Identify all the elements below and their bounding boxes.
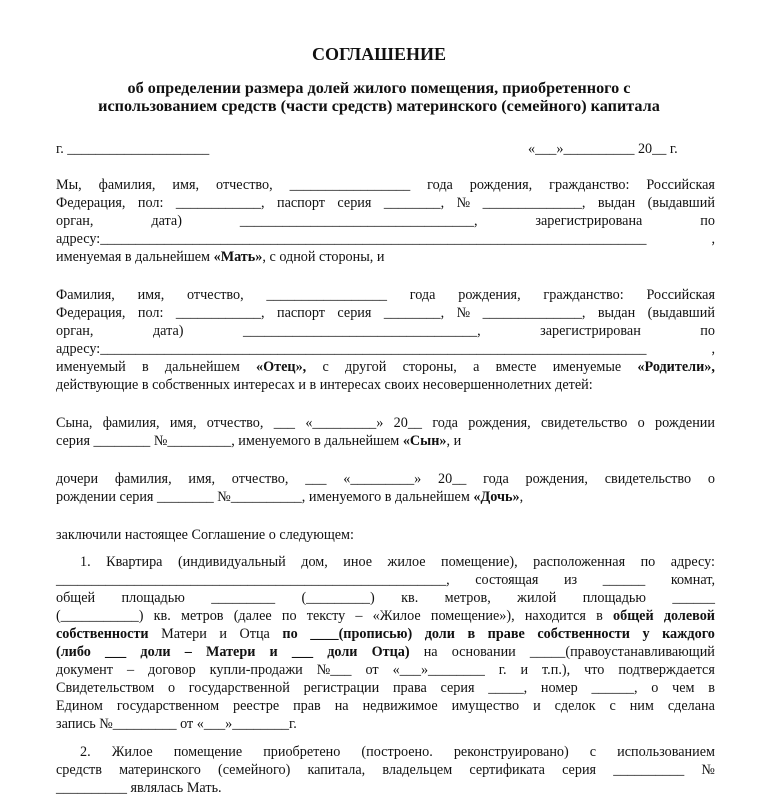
word: с: [322, 359, 329, 375]
word: материнского: [119, 762, 201, 778]
word: комнат,: [670, 572, 715, 588]
word: площадью: [121, 590, 185, 606]
word: реестре: [233, 698, 280, 714]
word: (выдавший: [647, 195, 715, 211]
word: регистрации: [303, 680, 380, 696]
word: Фамилия,: [56, 287, 115, 303]
word: сертификата: [469, 762, 545, 778]
word: Российская: [646, 177, 715, 193]
word: государственной: [188, 680, 290, 696]
word: адресу:_____________________________________________________________________________: [56, 341, 647, 357]
word: ___: [273, 415, 296, 431]
word: ________,: [383, 305, 445, 321]
agreement-intro: заключили настоящее Соглашение о следующем:: [56, 527, 354, 543]
word: свидетельство: [541, 415, 628, 431]
son-line-1: [56, 414, 715, 432]
word: и: [269, 644, 278, 660]
father-line-1: [56, 286, 715, 304]
word: года: [427, 177, 453, 193]
word: рождения,: [469, 177, 533, 193]
word: ,: [711, 341, 715, 357]
word: и: [219, 626, 227, 642]
word: стороны,: [402, 359, 457, 375]
word: отчество,: [187, 287, 244, 303]
word: капитала,: [307, 762, 366, 778]
word: недвижимое: [362, 698, 438, 714]
word: орган,: [56, 323, 94, 339]
word: рождении: [655, 415, 715, 431]
word: иное: [343, 554, 373, 570]
word: _________________: [289, 177, 411, 193]
clause-1-line-6: [56, 643, 715, 661]
clause-2-line-1: [80, 743, 715, 761]
word: помещение: [173, 744, 243, 760]
word: ______: [602, 572, 646, 588]
word: метров,: [444, 590, 491, 606]
word: _________: [211, 590, 276, 606]
word: тексту: [306, 608, 346, 624]
word: жилой: [517, 590, 557, 606]
word: _____,: [488, 680, 528, 696]
word: зарегистрирован: [540, 323, 641, 339]
word: адресу:_____________________________________________________________________________: [56, 231, 647, 247]
word: помещение»),: [430, 608, 515, 624]
father-line-6: действующие в собственных интересах и в интересах своих несовершеннолетних детей:: [56, 377, 593, 393]
daughter-line-1: [56, 470, 715, 488]
word: ___: [291, 644, 314, 660]
word: 2.: [80, 744, 91, 760]
word: Едином: [56, 698, 103, 714]
word: (либо: [56, 644, 91, 660]
word: зарегистрирована: [535, 213, 643, 229]
word: у: [642, 626, 650, 642]
mother-line-4: [56, 230, 715, 248]
mother-line-3: [56, 212, 715, 230]
word: отчество,: [231, 471, 289, 487]
word: №: [701, 762, 715, 778]
document-title: СОГЛАШЕНИЕ: [312, 44, 446, 64]
son-line-2: серия ________ №_________, именуемого в дальнейшем «Сын», и: [56, 433, 462, 449]
word: площадью: [582, 590, 646, 606]
word: доли: [140, 644, 171, 660]
word: что: [584, 662, 605, 678]
word: кв.: [401, 590, 419, 606]
word: отчество,: [216, 177, 273, 193]
word: паспорт: [277, 195, 325, 211]
word: года: [409, 287, 436, 303]
word: рождения,: [468, 415, 531, 431]
word: в: [596, 608, 603, 624]
word: Федерация,: [56, 305, 126, 321]
word: 20__: [438, 471, 467, 487]
word: Отца: [239, 626, 270, 642]
word: доли: [424, 626, 455, 642]
word: №: [456, 305, 471, 321]
word: Отца): [371, 644, 410, 660]
word: ________,: [383, 195, 445, 211]
father-line-5: [56, 358, 715, 376]
father-line-2: [56, 304, 715, 322]
clause-2-line-3: __________ являлась Мать.: [56, 780, 222, 796]
word: 1.: [80, 554, 91, 570]
word: паспорт: [277, 305, 325, 321]
mother-line-2: [56, 194, 715, 212]
word: ,: [711, 231, 715, 247]
word: (___________): [56, 608, 144, 624]
word: Квартира: [106, 554, 163, 570]
word: находится: [524, 608, 586, 624]
clause-1-line-10: запись №_________ от «___»________г.: [56, 716, 297, 732]
son-role-label: «Сын»: [402, 433, 447, 449]
word: на: [334, 698, 349, 714]
word: серия: [337, 195, 372, 211]
word: доли: [327, 644, 358, 660]
word: прав: [293, 698, 321, 714]
word: (семейного): [217, 762, 291, 778]
word: дата): [151, 213, 182, 229]
word: Свидетельством: [56, 680, 155, 696]
word: о: [167, 680, 176, 696]
word: г.: [498, 662, 507, 678]
word: года: [483, 471, 509, 487]
word: именуемые: [552, 359, 622, 375]
daughter-line-2: рождении серия ________ №__________, именуемого в дальнейшем «Дочь»,: [56, 489, 524, 505]
word: Сына,: [56, 415, 93, 431]
word: по: [700, 213, 715, 229]
word: Мы,: [56, 177, 82, 193]
word: дочери: [56, 471, 99, 487]
word: собственности: [56, 626, 149, 642]
word: по: [700, 323, 715, 339]
word: имя,: [188, 471, 216, 487]
word: владельцем: [382, 762, 453, 778]
word: в: [142, 359, 149, 375]
word: гражданство:: [543, 287, 624, 303]
word: реконструировано): [453, 744, 569, 760]
word: «Родители»,: [637, 359, 715, 375]
word: по: [281, 608, 297, 624]
word: выдан: [597, 195, 636, 211]
word: ______,: [591, 680, 638, 696]
word: 20__: [393, 415, 423, 431]
word: фамилия,: [114, 471, 172, 487]
word: №: [456, 195, 471, 211]
father-line-3: [56, 322, 715, 340]
word: с: [609, 698, 616, 714]
word: о: [651, 680, 659, 696]
word: права: [392, 680, 427, 696]
mother-line-1: [56, 176, 715, 194]
word: от: [365, 662, 379, 678]
word: Российская: [646, 287, 715, 303]
word: о: [637, 415, 645, 431]
word: выдан: [597, 305, 636, 321]
word: договор: [148, 662, 196, 678]
word: ______: [672, 590, 715, 606]
word: имя,: [172, 177, 200, 193]
word: сделана: [667, 698, 715, 714]
word: на: [423, 644, 438, 660]
word: (индивидуальный: [177, 554, 286, 570]
word: –: [355, 608, 363, 624]
word: «Отец»,: [256, 359, 307, 375]
clause-2-line-2: [56, 761, 715, 779]
word: рождения,: [458, 287, 521, 303]
word: ______________,: [482, 195, 586, 211]
word: каждого: [662, 626, 715, 642]
word: фамилия,: [98, 177, 156, 193]
word: _________________: [266, 287, 388, 303]
word: в: [467, 626, 476, 642]
word: т.п.),: [542, 662, 571, 678]
word: ___: [305, 471, 327, 487]
word: пол:: [137, 195, 164, 211]
word: –: [126, 662, 135, 678]
document-subtitle-line-2: использованием средств (части средств) материнского (семейного) капитала: [98, 97, 660, 115]
word: метров: [180, 608, 224, 624]
word: ___: [104, 644, 127, 660]
word: именуемый: [56, 359, 126, 375]
word: ____(прописью): [310, 626, 413, 642]
word: орган,: [56, 213, 94, 229]
word: года: [432, 415, 458, 431]
word: гражданство:: [549, 177, 630, 193]
word: а: [473, 359, 480, 375]
word: состоящая: [475, 572, 539, 588]
word: «___»________: [392, 662, 485, 678]
place-field: г. ____________________: [56, 141, 210, 157]
word: и: [533, 698, 541, 714]
word: отчество,: [206, 415, 264, 431]
clause-1-line-3: [56, 589, 715, 607]
word: (далее: [233, 608, 272, 624]
word: «Жилое: [372, 608, 421, 624]
word: вместе: [495, 359, 537, 375]
word: о: [707, 471, 715, 487]
word: документ: [56, 662, 113, 678]
word: основании: [451, 644, 516, 660]
word: серия: [440, 680, 475, 696]
word: расположенная: [533, 554, 626, 570]
word: праве: [487, 626, 525, 642]
word: с: [589, 744, 597, 760]
word: общей: [613, 608, 654, 624]
word: (выдавший: [647, 305, 715, 321]
word: приобретено: [263, 744, 341, 760]
word: ____________,: [175, 305, 265, 321]
word: фамилия,: [102, 415, 160, 431]
word: имя,: [169, 415, 197, 431]
word: Жилое: [111, 744, 153, 760]
word: жилое: [387, 554, 426, 570]
word: рождения,: [525, 471, 588, 487]
word: другой: [344, 359, 387, 375]
word: имя,: [137, 287, 165, 303]
word: помещение),: [441, 554, 518, 570]
word: дальнейшем: [164, 359, 240, 375]
word: купли-продажи: [209, 662, 303, 678]
word: (построено.: [361, 744, 433, 760]
word: ним: [629, 698, 654, 714]
word: кв.: [153, 608, 171, 624]
clause-1-line-4: [56, 607, 715, 625]
word: дата): [152, 323, 184, 339]
word: чем: [672, 680, 695, 696]
document-subtitle-line-1: об определении размера долей жилого помещения, приобретенного с: [127, 79, 631, 97]
word: серия: [337, 305, 372, 321]
word: __________: [613, 762, 685, 778]
clause-1-line-7: [56, 661, 715, 679]
word: средств: [56, 762, 102, 778]
word: адресу:: [670, 554, 715, 570]
word: _________________________________,: [243, 323, 481, 339]
word: ____________,: [175, 195, 265, 211]
word: номер: [540, 680, 578, 696]
clause-1-line-1: [80, 553, 715, 571]
word: «_________»: [305, 415, 384, 431]
word: собственности: [537, 626, 630, 642]
mother-role-label: «Мать»: [213, 249, 263, 265]
word: _________________________________,: [239, 213, 478, 229]
word: _____(правоустанавливающий: [529, 644, 715, 660]
word: свидетельство: [604, 471, 692, 487]
word: (_________): [301, 590, 375, 606]
word: дом,: [301, 554, 328, 570]
word: по: [640, 554, 656, 570]
word: ______________,: [482, 305, 586, 321]
word: «_________»: [343, 471, 422, 487]
word: государственном: [116, 698, 220, 714]
word: из: [563, 572, 578, 588]
word: по: [282, 626, 298, 642]
clause-1-line-5: [56, 625, 715, 643]
date-field: «___»__________ 20__ г.: [528, 141, 678, 157]
word: _______________________________________________________,: [56, 572, 450, 588]
word: имущество: [451, 698, 520, 714]
clause-1-line-9: [56, 697, 715, 715]
father-line-4: [56, 340, 715, 358]
word: долевой: [663, 608, 715, 624]
daughter-role-label: «Дочь»: [473, 489, 520, 505]
word: использованием: [617, 744, 715, 760]
mother-line-5: именуемая в дальнейшем «Мать», с одной стороны, и: [56, 249, 385, 265]
clause-1-line-8: [56, 679, 715, 697]
word: пол:: [137, 305, 164, 321]
word: Федерация,: [56, 195, 126, 211]
word: №___: [316, 662, 352, 678]
word: –: [184, 644, 192, 660]
word: серия: [562, 762, 597, 778]
clause-1-line-2: [56, 571, 715, 589]
word: и: [520, 662, 529, 678]
word: общей: [56, 590, 96, 606]
word: в: [708, 680, 715, 696]
word: сделок: [554, 698, 596, 714]
word: Матери: [205, 644, 256, 660]
word: Матери: [161, 626, 207, 642]
word: подтверждается: [618, 662, 715, 678]
